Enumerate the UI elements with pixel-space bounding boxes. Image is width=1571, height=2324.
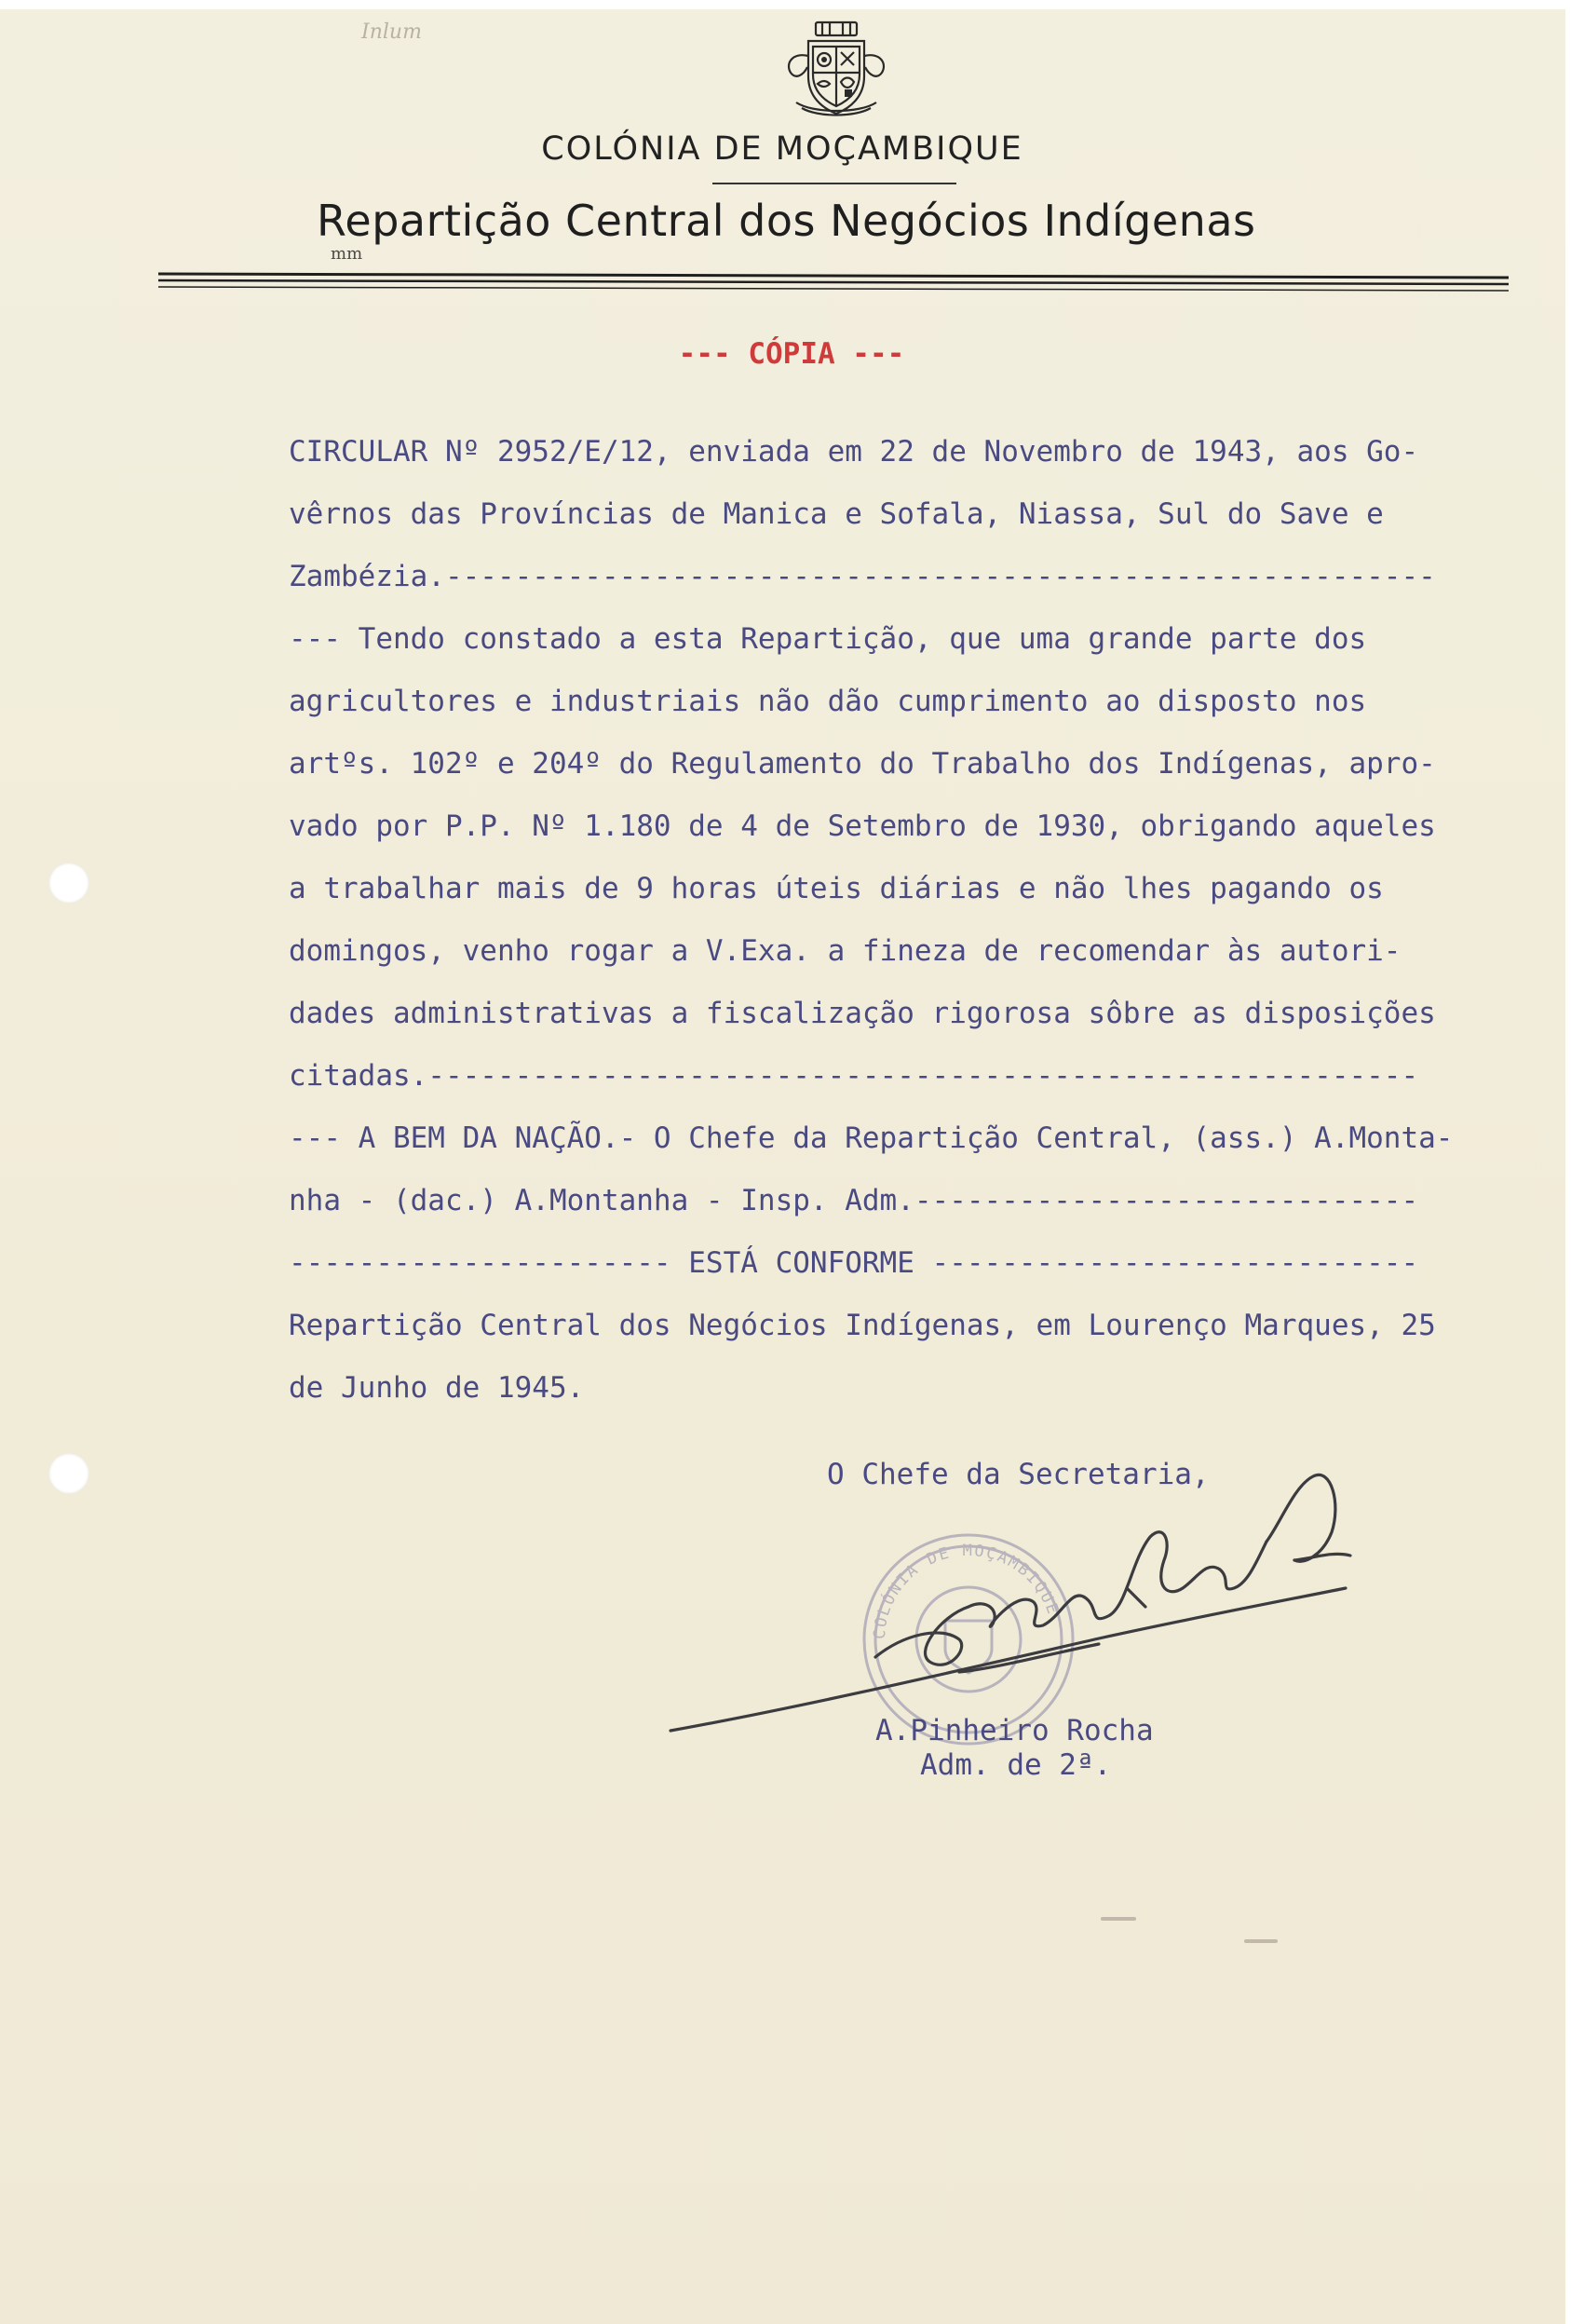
body-line: vado por P.P. Nº 1.180 de 4 de Setembro de 1930, obrigando aqueles [289, 809, 1436, 843]
body-line: dades administrativas a fiscalização rigorosa sôbre as disposições [289, 997, 1436, 1030]
body-line: --- Tendo constado a esta Repartição, que uma grande parte dos [289, 622, 1367, 656]
body-line: agricultores e industriais não dão cumprimento ao disposto nos [289, 685, 1367, 718]
ink-smudge [1101, 1917, 1136, 1921]
header-divider [158, 270, 1509, 304]
body-line: ---------------------- ESTÁ CONFORME ---------------------------- [289, 1246, 1419, 1280]
body-line: --- A BEM DA NAÇÃO.- O Chefe da Repartição Central, (ass.) A.Monta- [289, 1121, 1454, 1155]
colony-title: COLÓNIA DE MOÇAMBIQUE [541, 130, 1023, 168]
department-mark: mm [331, 244, 363, 264]
closing-line: O Chefe da Secretaria, [827, 1458, 1210, 1491]
handwritten-signature [661, 1448, 1369, 1756]
body-line: artºs. 102º e 204º do Regulamento do Trabalho dos Indígenas, apro- [289, 747, 1436, 781]
body-line: vêrnos das Províncias de Manica e Sofala, Niassa, Sul do Save e [289, 497, 1384, 531]
colony-underline [712, 183, 956, 184]
body-line: nha - (dac.) A.Montanha - Insp. Adm.----------------------------- [289, 1184, 1419, 1217]
pencil-note: Inlum [361, 20, 422, 44]
body-line: domingos, venho rogar a V.Exa. a fineza de recomendar às autori- [289, 934, 1402, 968]
circular-body [289, 421, 1527, 1420]
coat-of-arms-icon [776, 19, 897, 121]
body-line: Repartição Central dos Negócios Indígenas, em Lourenço Marques, 25 [289, 1309, 1436, 1342]
signer-name: A.Pinheiro Rocha [875, 1714, 1154, 1747]
body-line: a trabalhar mais de 9 horas úteis diárias e não lhes pagando os [289, 872, 1384, 905]
punch-hole-upper [48, 863, 89, 904]
signer-title: Adm. de 2ª. [920, 1748, 1112, 1782]
body-line: Zambézia.--------------------------------------------------------- [289, 560, 1436, 593]
page-right-edge [1565, 0, 1571, 2324]
body-line: CIRCULAR Nº 2952/E/12, enviada em 22 de Novembro de 1943, aos Go- [289, 435, 1419, 469]
body-line: citadas.--------------------------------------------------------- [289, 1059, 1419, 1093]
page-top-edge [0, 0, 1571, 9]
department-title: Repartição Central dos Negócios Indígenas [317, 196, 1256, 246]
punch-hole-lower [48, 1453, 89, 1494]
stamp-text: COLÓNIA DE MOÇAMBIQUE [870, 1541, 1063, 1640]
ink-smudge [1244, 1939, 1278, 1943]
copy-label: --- CÓPIA --- [678, 337, 905, 371]
body-line: de Junho de 1945. [289, 1371, 585, 1405]
